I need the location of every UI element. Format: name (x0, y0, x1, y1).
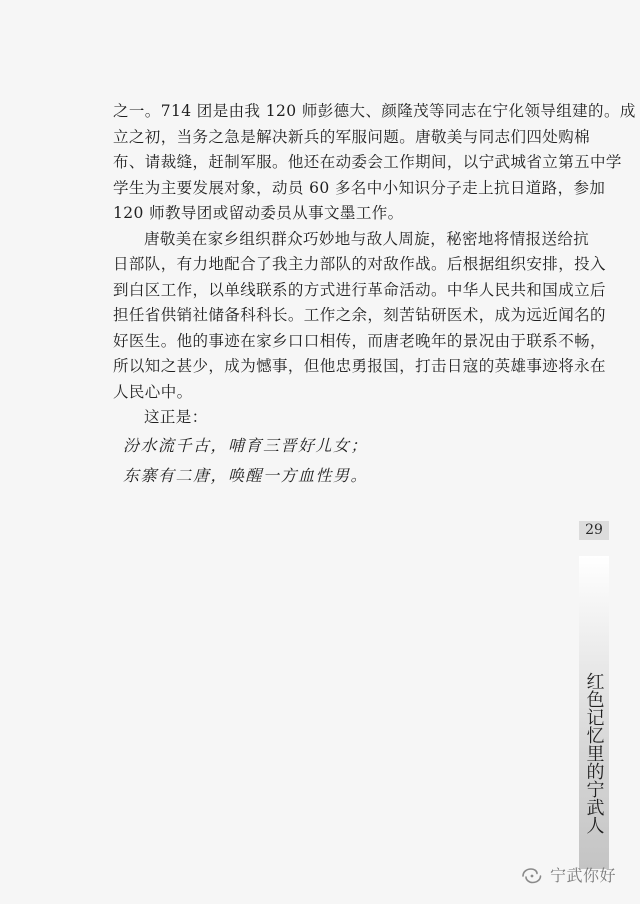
text-line: 立之初，当务之急是解决新兵的军服问题。唐敬美与同志们四处购棉 (113, 127, 591, 146)
text-line: 担任省供销社储备科科长。工作之余，刻苦钻研医术，成为远近闻名的 (113, 306, 606, 324)
body-text (113, 99, 636, 491)
text-line: 之一。714 团是由我 120 师彭德大、颜隆茂等同志在宁化领导组建的。成 (113, 102, 636, 120)
page-number: 29 (579, 521, 609, 540)
text-line: 唐敬美在家乡组织群众巧妙地与敌人周旋，秘密地将情报送给抗 (144, 229, 590, 248)
text-line: 所以知之甚少，成为憾事，但他忠勇报国，打击日寇的英雄事迹将永在 (113, 357, 606, 375)
book-title-vertical: 红色记忆里的宁武人 (583, 672, 605, 834)
text-line: 好医生。他的事迹在家乡口口相传，而唐老晚年的景况由于联系不畅， (113, 331, 606, 350)
text-line: 人民心中。 (113, 382, 193, 401)
poem-verse: 汾水流千古，哺育三晋好儿女； (123, 435, 369, 455)
wechat-channel-icon (520, 866, 544, 886)
watermark (520, 863, 616, 889)
text-line: 学生为主要发展对象，动员 60 多名中小知识分子走上抗日道路，参加 (113, 178, 606, 197)
text-line: 日部队，有力地配合了我主力部队的对敌作战。后根据组织安排，投入 (113, 255, 606, 273)
text-line: 到白区工作，以单线联系的方式进行革命活动。中华人民共和国成立后 (113, 280, 606, 299)
text-line: 120 师教导团或留动委员从事文墨工作。 (113, 204, 404, 222)
paragraph-2 (113, 227, 606, 406)
watermark-text: 宁武你好 (550, 866, 617, 885)
text-line: 布、请裁缝，赶制军服。他还在动委会工作期间，以宁武城省立第五中学 (113, 153, 622, 171)
paragraph-3 (113, 405, 583, 431)
poem (113, 431, 583, 491)
text-line: 这正是： (144, 408, 208, 426)
paragraph-1 (113, 99, 636, 227)
poem-verse: 东寨有二唐，唤醒一方血性男。 (123, 465, 369, 485)
